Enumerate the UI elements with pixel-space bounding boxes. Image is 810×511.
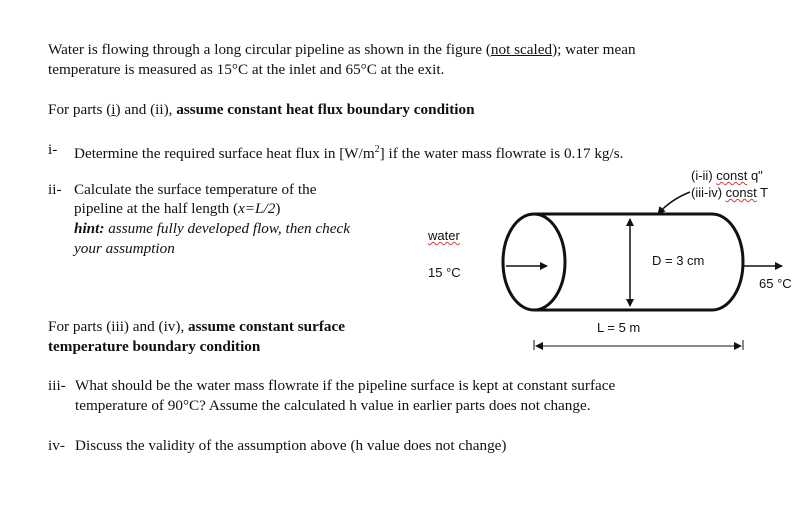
question-iv-number: iv-: [48, 437, 65, 454]
diameter-label: D = 3 cm: [652, 253, 705, 268]
question-i-text: Determine the required surface heat flux in $[W/m^2]$ if the water mass flowrate is 0.17 kg/s.: [74, 144, 624, 163]
length-label: L = 5 m: [597, 320, 641, 335]
question-iii-line-2: temperature of 90°C? Assume the calculated h value in earlier parts does not change.: [75, 397, 591, 414]
boundary-condition-arrow: [658, 192, 690, 214]
outlet-temperature-label: 65 °C: [759, 276, 792, 291]
intro-line-2: temperature is measured as 15°C at the inlet and 65°C at the exit.: [48, 61, 445, 78]
question-i-number: i-: [48, 141, 58, 158]
bc-constant-heat-flux-label: (i-ii) const q": [691, 168, 763, 183]
question-ii-line-1: Calculate the surface temperature of the: [74, 181, 317, 198]
question-ii-line-2: pipeline at the half length (x=L/2): [74, 200, 281, 217]
question-iii-number: iii-: [48, 377, 66, 394]
constant-heat-flux-condition: assume constant heat flux boundary condition: [176, 101, 475, 118]
question-ii-hint-line-2: your assumption: [74, 240, 175, 257]
parts-3-4-heading: For parts (iii) and (iv), assume constant surface: [48, 318, 345, 335]
not-scaled-text: not scaled: [490, 41, 553, 58]
parts-3-4-heading-line-2: temperature boundary condition: [48, 338, 261, 355]
question-ii-hint: hint: assume fully developed flow, then check: [74, 220, 350, 237]
pipe-inlet: [503, 214, 565, 310]
parts-1-2-heading: For parts (i) and (ii), assume constant heat flux boundary condition: [48, 101, 475, 118]
question-ii-number: ii-: [48, 181, 62, 198]
water-label: water: [428, 228, 460, 243]
bc-constant-temperature-label: (iii-iv) const T: [691, 185, 769, 200]
question-iii-line-1: What should be the water mass flowrate if the pipeline surface is kept at constant surface: [75, 377, 616, 394]
question-iv-text: Discuss the validity of the assumption above (h value does not change): [75, 437, 507, 454]
intro-line-1: Water is flowing through a long circular pipeline as shown in the figure (not scaled); water mean: [48, 41, 636, 58]
inlet-temperature-label: 15 °C: [428, 265, 461, 280]
